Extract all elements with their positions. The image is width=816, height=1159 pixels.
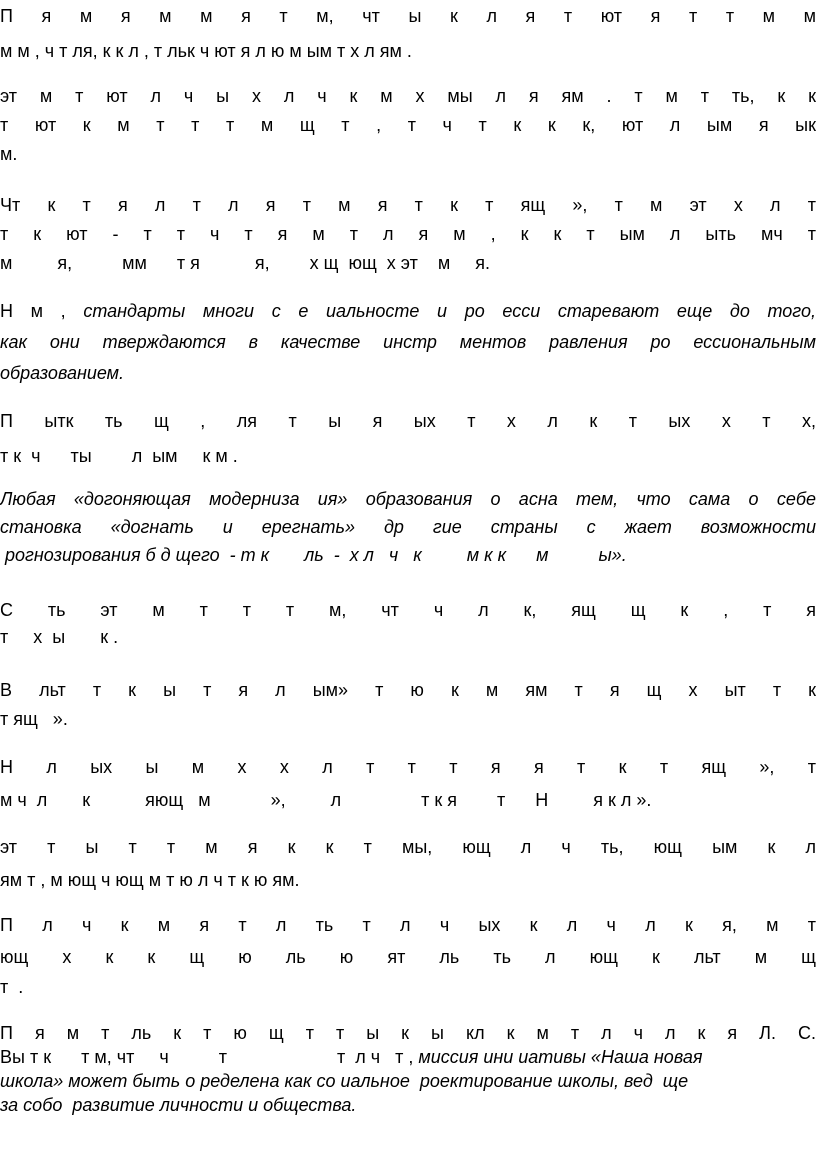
text-line: как они тверждаются в качестве инстр ментов равления ро ессиональным: [0, 332, 816, 352]
text-line: образованием.: [0, 363, 125, 383]
text-line: П я м т ль к т ю щ т т ы к ы кл к м т л ч л к я Л. С.: [0, 1023, 816, 1043]
text-line: м.: [0, 144, 18, 164]
text-line: ям т , м ющ ч ющ м т ю л ч т к ю ям.: [0, 870, 300, 890]
text-line: Вы т к т м, чт ч т т л ч т , миссия ини иативы «Наша новая: [0, 1047, 703, 1067]
paragraph-11: [0, 913, 816, 999]
paragraph-12: [0, 1021, 816, 1117]
text-line: т к ч ты л ым к м .: [0, 446, 238, 466]
paragraph-6: [0, 487, 816, 567]
paragraph-1: [0, 4, 816, 63]
paragraph-5: [0, 409, 816, 468]
text-line: эт м т ют л ч ы х л ч к м х мы л я ям . т м т ть, к к: [0, 86, 816, 106]
paragraph-8: [0, 678, 816, 731]
text-line: м я, мм т я я, х щ ющ х эт м я.: [0, 253, 490, 273]
text-line: рогнозирования б д щего - т к ль - х л ч к м к к м ы».: [0, 545, 627, 565]
text-line: т х ы к .: [0, 627, 119, 647]
paragraph-4: [0, 299, 816, 385]
paragraph-3: [0, 193, 816, 275]
paragraph-2: [0, 84, 816, 166]
text-line: т к ют - т т ч т я м т л я м , к к т ым л ыть мч т: [0, 224, 816, 244]
text-line: школа» может быть о ределена как со иальное роектирование школы, вед ще: [0, 1071, 689, 1091]
text-line: ющ х к к щ ю ль ю ят ль ть л ющ к льт м щ: [0, 947, 816, 967]
text-line: Н м , стандарты многи с е иальносте и ро есси старевают еще до того,: [0, 301, 816, 321]
text-line: Н л ых ы м х х л т т т я я т к т ящ », т: [0, 757, 816, 777]
text-line: П я м я м м я т м, чт ы к л я т ют я т т м м: [0, 6, 816, 26]
text-line: становка «догнать и ерегнать» др гие страны с жает возможности: [0, 517, 816, 537]
text-line: В льт т к ы т я л ым» т ю к м ям т я щ х ыт т к: [0, 680, 816, 700]
text-line: т ящ ».: [0, 709, 68, 729]
text-line: П ытк ть щ , ля т ы я ых т х л к т ых х т х,: [0, 411, 816, 431]
text-line: т .: [0, 977, 24, 997]
text-line: за собо развитие личности и общества.: [0, 1095, 357, 1115]
text-line: С ть эт м т т т м, чт ч л к, ящ щ к , т я: [0, 600, 816, 620]
text-line: П л ч к м я т л ть т л ч ых к л ч л к я, м т: [0, 915, 816, 935]
text-line: т ют к м т т т м щ т , т ч т к к к, ют л ым я ык: [0, 115, 816, 135]
paragraph-9: [0, 755, 816, 812]
text-line: м ч л к яющ м », л т к я т Н я к л ».: [0, 790, 652, 810]
text-line: Любая «догоняющая модерниза ия» образования о асна тем, что сама о себе: [0, 489, 816, 509]
paragraph-7: [0, 598, 816, 649]
text-line: Чт к т я л т л я т м я т к т ящ », т м эт х л т: [0, 195, 816, 215]
paragraph-10: [0, 835, 816, 892]
text-line: эт т ы т т м я к к т мы, ющ л ч ть, ющ ым к л: [0, 837, 816, 857]
text-line: м м , ч т ля, к к л , т льк ч ют я л ю м ым т х л ям .: [0, 41, 412, 61]
